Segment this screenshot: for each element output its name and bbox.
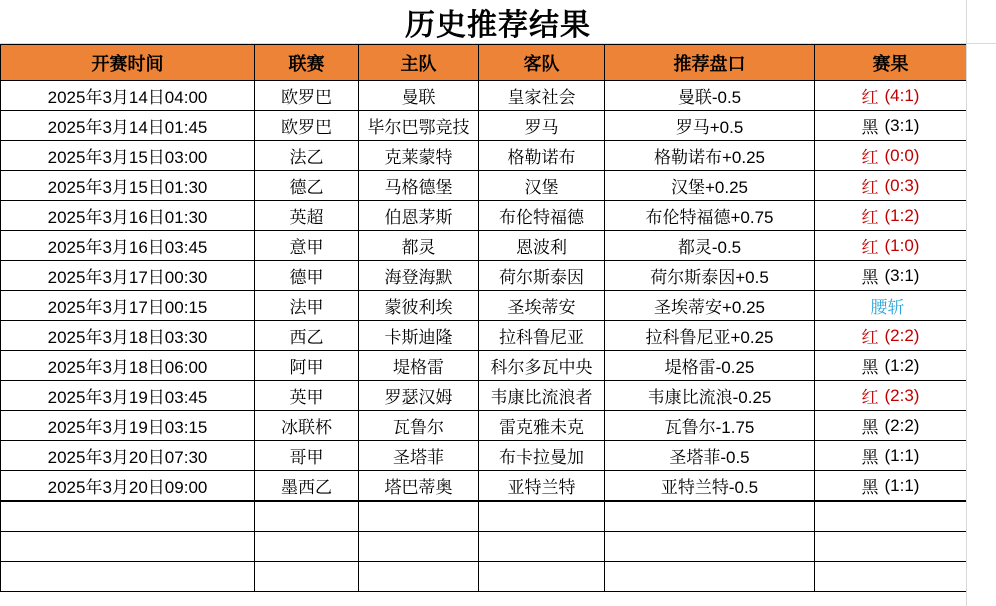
cell-away: 韦康比流浪者 xyxy=(479,381,605,411)
cell-league: 法乙 xyxy=(255,141,359,171)
cell-result xyxy=(815,261,967,291)
cell-league: 冰联杯 xyxy=(255,411,359,441)
result-mark: 红 xyxy=(861,88,879,107)
cell-time: 2025年3月16日03:45 xyxy=(1,231,255,261)
result-wrapper xyxy=(817,321,964,350)
cell-league: 阿甲 xyxy=(255,351,359,381)
cell-away: 雷克雅未克 xyxy=(479,411,605,441)
cell-time: 2025年3月16日01:30 xyxy=(1,201,255,231)
table-row xyxy=(1,441,967,471)
result-score: (4:1) xyxy=(884,85,920,105)
empty-row xyxy=(1,532,967,562)
result-mark: 红 xyxy=(861,148,879,167)
cell-home: 克莱蒙特 xyxy=(359,141,479,171)
cell-home: 海登海默 xyxy=(359,261,479,291)
cell-result xyxy=(815,471,967,501)
cell-league: 法甲 xyxy=(255,291,359,321)
cell-pick: 曼联-0.5 xyxy=(605,81,815,111)
cell-away: 圣埃蒂安 xyxy=(479,291,605,321)
cell-time: 2025年3月14日01:45 xyxy=(1,111,255,141)
cell-time: 2025年3月15日03:00 xyxy=(1,141,255,171)
result-score: (1:2) xyxy=(884,355,920,375)
history-results-table xyxy=(0,44,967,501)
result-wrapper xyxy=(817,411,964,440)
cell-result xyxy=(815,351,967,381)
table-row xyxy=(1,321,967,351)
result-wrapper xyxy=(817,81,964,110)
result-mark: 黑 xyxy=(861,478,879,497)
cell-result xyxy=(815,321,967,351)
result-wrapper xyxy=(817,171,964,200)
cell-away: 布伦特福德 xyxy=(479,201,605,231)
column-header-result: 赛果 xyxy=(815,45,967,81)
result-score: (1:2) xyxy=(884,205,920,225)
cell-pick: 堤格雷-0.25 xyxy=(605,351,815,381)
result-score: (2:2) xyxy=(884,415,920,435)
empty-cell xyxy=(1,562,255,592)
cell-home: 伯恩茅斯 xyxy=(359,201,479,231)
table-row xyxy=(1,351,967,381)
table-header-row xyxy=(1,45,967,81)
cell-pick: 罗马+0.5 xyxy=(605,111,815,141)
cell-league: 英甲 xyxy=(255,381,359,411)
cell-pick: 汉堡+0.25 xyxy=(605,171,815,201)
cell-away: 格勒诺布 xyxy=(479,141,605,171)
cell-home: 毕尔巴鄂竞技 xyxy=(359,111,479,141)
result-mark: 腰斩 xyxy=(870,298,905,317)
empty-cell xyxy=(479,562,605,592)
empty-cell xyxy=(255,502,359,532)
cell-result xyxy=(815,141,967,171)
empty-cell xyxy=(255,562,359,592)
cell-time: 2025年3月20日07:30 xyxy=(1,441,255,471)
result-mark: 红 xyxy=(861,388,879,407)
cell-time: 2025年3月19日03:45 xyxy=(1,381,255,411)
right-empty-cell xyxy=(967,0,996,44)
cell-away: 罗马 xyxy=(479,111,605,141)
result-score: (1:1) xyxy=(884,475,920,495)
page-title: 历史推荐结果 xyxy=(405,7,591,43)
cell-home: 马格德堡 xyxy=(359,171,479,201)
result-mark: 红 xyxy=(861,208,879,227)
table-row xyxy=(1,231,967,261)
cell-time: 2025年3月18日03:30 xyxy=(1,321,255,351)
cell-away: 荷尔斯泰因 xyxy=(479,261,605,291)
cell-pick: 荷尔斯泰因+0.5 xyxy=(605,261,815,291)
cell-home: 罗瑟汉姆 xyxy=(359,381,479,411)
cell-home: 蒙彼利埃 xyxy=(359,291,479,321)
column-header-pick: 推荐盘口 xyxy=(605,45,815,81)
cell-pick: 格勒诺布+0.25 xyxy=(605,141,815,171)
cell-result xyxy=(815,201,967,231)
empty-cell xyxy=(605,532,815,562)
cell-result xyxy=(815,381,967,411)
cell-league: 欧罗巴 xyxy=(255,111,359,141)
cell-away: 恩波利 xyxy=(479,231,605,261)
result-mark: 黑 xyxy=(861,358,879,377)
result-score: (1:0) xyxy=(884,235,920,255)
cell-pick: 都灵-0.5 xyxy=(605,231,815,261)
cell-pick: 拉科鲁尼亚+0.25 xyxy=(605,321,815,351)
table-row xyxy=(1,471,967,501)
result-wrapper xyxy=(817,111,964,140)
cell-away: 拉科鲁尼亚 xyxy=(479,321,605,351)
cell-away: 亚特兰特 xyxy=(479,471,605,501)
table-row xyxy=(1,201,967,231)
table-row xyxy=(1,141,967,171)
result-mark: 红 xyxy=(861,238,879,257)
cell-time: 2025年3月20日09:00 xyxy=(1,471,255,501)
cell-home: 瓦鲁尔 xyxy=(359,411,479,441)
empty-rows-area xyxy=(0,501,967,592)
result-wrapper xyxy=(817,201,964,230)
table-row xyxy=(1,291,967,321)
result-mark: 黑 xyxy=(861,268,879,287)
result-wrapper xyxy=(817,141,964,170)
result-mark: 黑 xyxy=(861,418,879,437)
empty-cell xyxy=(1,532,255,562)
cell-home: 曼联 xyxy=(359,81,479,111)
cell-league: 西乙 xyxy=(255,321,359,351)
cell-home: 堤格雷 xyxy=(359,351,479,381)
empty-cell xyxy=(815,562,967,592)
empty-cell xyxy=(605,502,815,532)
empty-cell xyxy=(815,532,967,562)
cell-pick: 圣埃蒂安+0.25 xyxy=(605,291,815,321)
cell-away: 汉堡 xyxy=(479,171,605,201)
empty-cell xyxy=(479,502,605,532)
right-empty-column xyxy=(966,0,996,606)
table-row xyxy=(1,411,967,441)
cell-time: 2025年3月14日04:00 xyxy=(1,81,255,111)
empty-row xyxy=(1,502,967,532)
cell-time: 2025年3月18日06:00 xyxy=(1,351,255,381)
column-header-away: 客队 xyxy=(479,45,605,81)
column-header-time: 开赛时间 xyxy=(1,45,255,81)
result-wrapper xyxy=(817,231,964,260)
empty-cell xyxy=(1,502,255,532)
cell-pick: 亚特兰特-0.5 xyxy=(605,471,815,501)
cell-pick: 韦康比流浪-0.25 xyxy=(605,381,815,411)
cell-result xyxy=(815,411,967,441)
cell-result xyxy=(815,231,967,261)
result-score: (1:1) xyxy=(884,445,920,465)
cell-league: 哥甲 xyxy=(255,441,359,471)
cell-time: 2025年3月15日01:30 xyxy=(1,171,255,201)
table-row xyxy=(1,81,967,111)
cell-result xyxy=(815,81,967,111)
cell-result xyxy=(815,291,967,321)
result-wrapper xyxy=(817,261,964,290)
result-mark: 红 xyxy=(861,178,879,197)
result-wrapper xyxy=(817,441,964,470)
cell-league: 意甲 xyxy=(255,231,359,261)
result-score: (2:3) xyxy=(884,385,920,405)
result-wrapper xyxy=(817,351,964,380)
result-score: (0:0) xyxy=(884,145,920,165)
cell-away: 皇家社会 xyxy=(479,81,605,111)
cell-time: 2025年3月19日03:15 xyxy=(1,411,255,441)
cell-home: 圣塔菲 xyxy=(359,441,479,471)
table-row xyxy=(1,381,967,411)
result-score: (3:1) xyxy=(884,115,920,135)
cell-away: 布卡拉曼加 xyxy=(479,441,605,471)
table-row xyxy=(1,171,967,201)
result-mark: 黑 xyxy=(861,118,879,137)
cell-pick: 瓦鲁尔-1.75 xyxy=(605,411,815,441)
result-mark: 红 xyxy=(861,328,879,347)
page-title-row xyxy=(0,0,996,44)
result-wrapper xyxy=(817,291,964,320)
cell-pick: 圣塔菲-0.5 xyxy=(605,441,815,471)
cell-home: 都灵 xyxy=(359,231,479,261)
result-mark: 黑 xyxy=(861,448,879,467)
column-header-league: 联赛 xyxy=(255,45,359,81)
result-score: (0:3) xyxy=(884,175,920,195)
cell-pick: 布伦特福德+0.75 xyxy=(605,201,815,231)
empty-cell xyxy=(815,502,967,532)
empty-cell xyxy=(359,532,479,562)
cell-result xyxy=(815,441,967,471)
cell-league: 墨西乙 xyxy=(255,471,359,501)
cell-home: 塔巴蒂奥 xyxy=(359,471,479,501)
cell-result xyxy=(815,171,967,201)
cell-league: 英超 xyxy=(255,201,359,231)
cell-league: 德甲 xyxy=(255,261,359,291)
cell-home: 卡斯迪隆 xyxy=(359,321,479,351)
result-score: (3:1) xyxy=(884,265,920,285)
table-row xyxy=(1,261,967,291)
result-wrapper xyxy=(817,381,964,410)
result-wrapper xyxy=(817,471,964,500)
empty-cell xyxy=(359,562,479,592)
empty-cell xyxy=(479,532,605,562)
cell-league: 德乙 xyxy=(255,171,359,201)
empty-cell xyxy=(605,562,815,592)
table-row xyxy=(1,111,967,141)
result-score: (2:2) xyxy=(884,325,920,345)
empty-row xyxy=(1,562,967,592)
cell-time: 2025年3月17日00:30 xyxy=(1,261,255,291)
cell-time: 2025年3月17日00:15 xyxy=(1,291,255,321)
cell-league: 欧罗巴 xyxy=(255,81,359,111)
empty-cell xyxy=(359,502,479,532)
empty-cell xyxy=(255,532,359,562)
column-header-home: 主队 xyxy=(359,45,479,81)
cell-away: 科尔多瓦中央 xyxy=(479,351,605,381)
cell-result xyxy=(815,111,967,141)
